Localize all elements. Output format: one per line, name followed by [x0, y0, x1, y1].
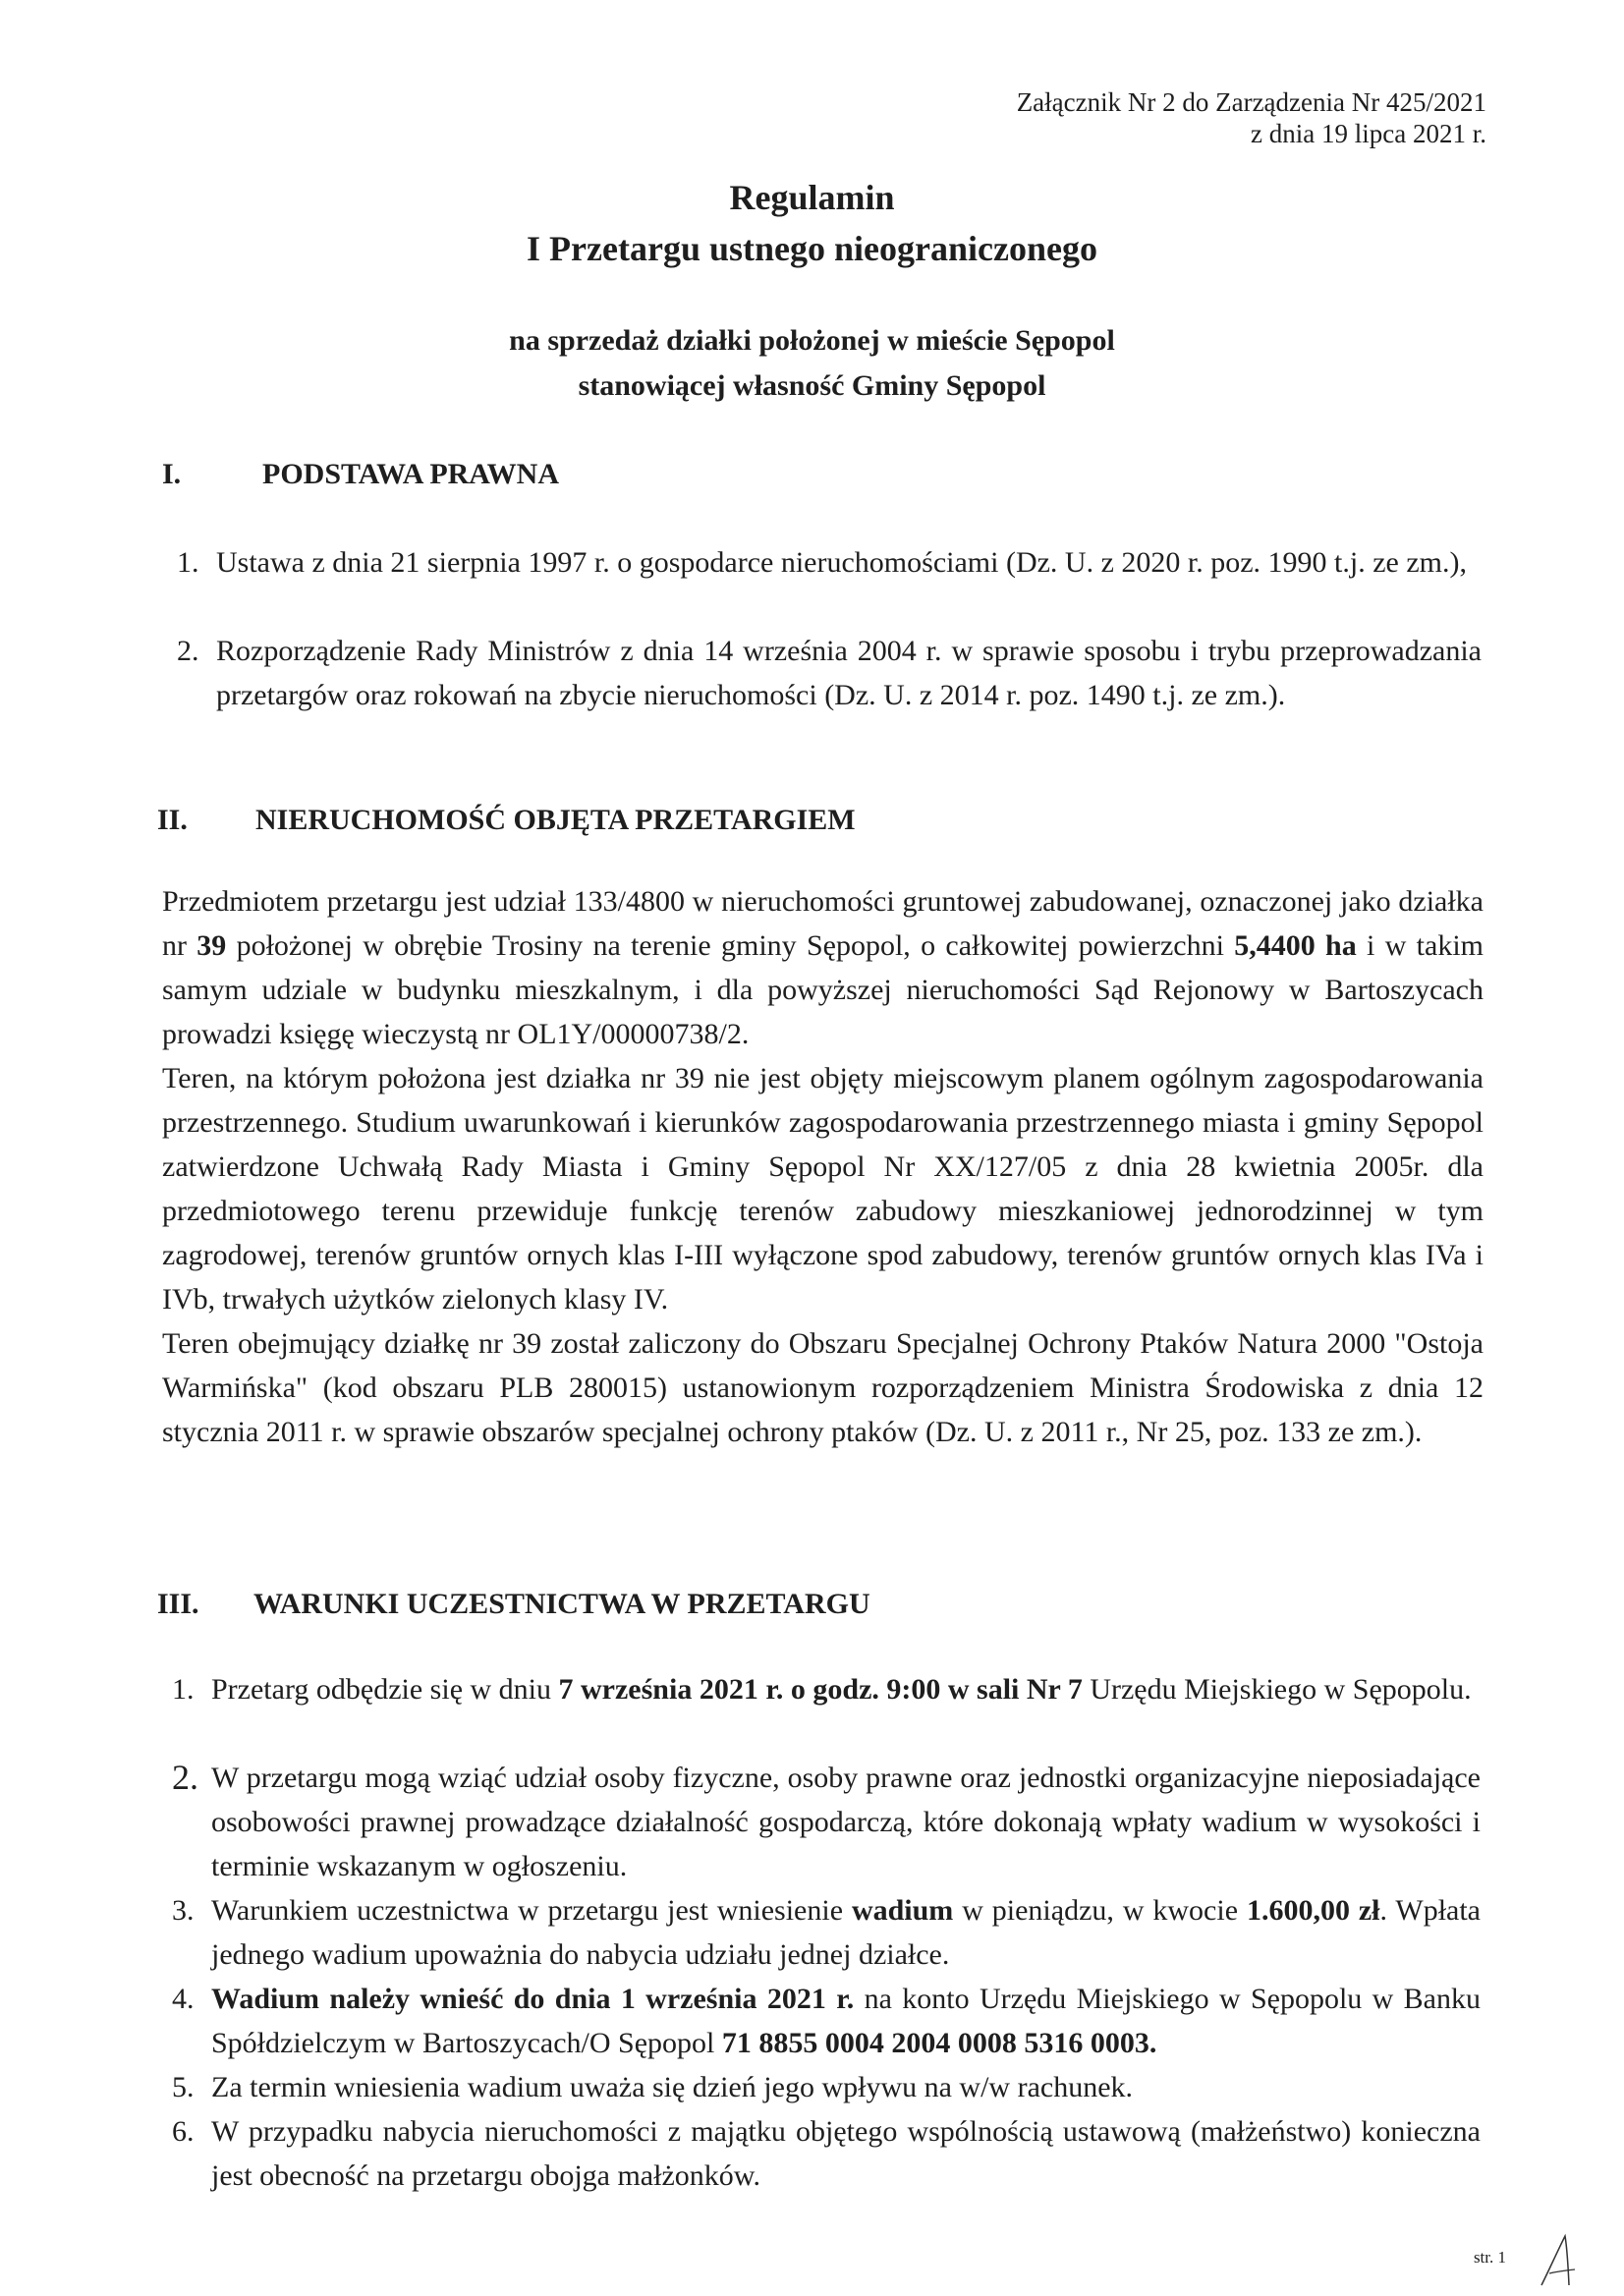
legal-basis-item-1-number: 1.: [177, 546, 199, 579]
legal-basis-item-2-number: 2.: [177, 635, 199, 667]
deposit-text-2: w pieniądzu, w kwocie: [953, 1894, 1247, 1927]
conditions-item-1-number: 1.: [172, 1673, 195, 1706]
signature-mark: [1536, 2230, 1585, 2289]
conditions-item-6-number: 6.: [172, 2115, 195, 2148]
conditions-item-3: [172, 1888, 1482, 1977]
annex-line-1: Załącznik Nr 2 do Zarządzenia Nr 425/2021: [1016, 87, 1486, 117]
bank-account-text: na konto Urzędu Miejskiego w Sępopolu w Banku Spółdzielczym w Bartoszycach/O Sępopol: [211, 1983, 1481, 2059]
conditions-item-4-number: 4.: [172, 1983, 195, 2015]
annex-reference: [1017, 86, 1486, 149]
legal-basis-item-1-text: Ustawa z dnia 21 sierpnia 1997 r. o gospodarce nieruchomościami (Dz. U. z 2020 r. poz. 1990 t.j. ze zm.),: [216, 546, 1467, 579]
document-subtitle: I Przetargu ustnego nieograniczonego: [527, 229, 1097, 268]
page-number: str. 1: [1473, 2248, 1506, 2267]
auction-date-text-1: Przetarg odbędzie się w dniu: [211, 1673, 559, 1706]
conditions-item-6-text: W przypadku nabycia nieruchomości z majątku objętego wspólnością ustawową (małżeństwo) konieczna jest obecność na przetargu obojga małżonków.: [211, 2115, 1481, 2192]
section-3-heading: [157, 1588, 1474, 1627]
section-3-number: III.: [157, 1588, 199, 1620]
subject-line-2: stanowiącej własność Gminy Sępopol: [578, 369, 1046, 402]
auction-date-time-place: 7 września 2021 r. o godz. 9:00 w sali Nr 7: [558, 1673, 1083, 1706]
plot-area: 5,4400 ha: [1234, 929, 1357, 962]
initial-signature: [1536, 2230, 1585, 2294]
section-1-number: I.: [162, 458, 182, 490]
conditions-item-1: [172, 1667, 1481, 1711]
deposit-word: wadium: [851, 1894, 954, 1927]
section-2-body: [162, 879, 1484, 1454]
zoning-paragraph: Teren, na którym położona jest działka nr 39 nie jest objęty miejscowym planem ogólnym zagospodarowania przestrzennego. Studium uwarunkowań i kierunków zagospodarowania przestrzennego miasta i gminy Sępopol zatwierdzone Uchwałą Rady Miasta i Gminy Sępopol Nr XX/127/05 z dnia 28 kwietnia 2005r. dla przedmiotowego terenu przewiduje funkcję terenów zabudowy mieszkaniowej jednorodzinnej w tym zagrodowej, terenów gruntów ornych klas I-III wyłączone spod zabudowy, terenów gruntów ornych klas IVa i IVb, trwałych użytków zielonych klasy IV.: [162, 1062, 1484, 1316]
conditions-item-2: [172, 1756, 1481, 1888]
plot-number: 39: [196, 929, 227, 962]
section-3-title: WARUNKI UCZESTNICTWA W PRZETARGU: [253, 1588, 870, 1620]
bank-account-number: 71 8855 0004 2004 0008 5316 0003.: [721, 2027, 1157, 2059]
conditions-item-2-text: W przetargu mogą wziąć udział osoby fizyczne, osoby prawne oraz jednostki organizacyjne nieposiadające osobowości prawnej prowadzące działalność gospodarczą, które dokonają wpłaty wadium w wysokości i terminie wskazanym w ogłoszeniu.: [211, 1762, 1481, 1882]
conditions-item-5-text: Za termin wniesienia wadium uważa się dzień jego wpływu na w/w rachunek.: [211, 2071, 1134, 2103]
subject-line-1: na sprzedaż działki położonej w mieście Sępopol: [509, 324, 1115, 357]
conditions-item-5: [172, 2065, 1481, 2109]
conditions-item-4: [172, 1977, 1481, 2065]
deposit-deadline: Wadium należy wnieść do dnia 1 września 2021 r.: [211, 1983, 855, 2015]
property-text-3: i w takim samym udziale w budynku mieszkalnym, i dla powyższej nieruchomości Sąd Rejonowy w Bartoszycach prowadzi księgę wieczystą nr OL1Y/00000738/2.: [162, 929, 1484, 1050]
conditions-item-3-number: 3.: [172, 1894, 195, 1927]
annex-line-2: z dnia 19 lipca 2021 r.: [1251, 119, 1486, 148]
deposit-text-3: . Wpłata jednego wadium upoważnia do nabycia udziału jednej działce.: [211, 1894, 1482, 1971]
conditions-item-2-number: 2.: [172, 1758, 198, 1797]
auction-date-text-2: Urzędu Miejskiego w Sępopolu.: [1082, 1673, 1472, 1706]
property-text-1: Przedmiotem przetargu jest udział 133/4800 w nieruchomości gruntowej zabudowanej, oznaczonej jako działka nr: [162, 885, 1484, 962]
natura-2000-paragraph: Teren obejmujący działkę nr 39 został zaliczony do Obszaru Specjalnej Ochrony Ptaków Natura 2000 "Ostoja Warmińska" (kod obszaru PLB 280015) ustanowionym rozporządzeniem Ministra Środowiska z dnia 12 stycznia 2011 r. w sprawie obszarów specjalnej ochrony ptaków (Dz. U. z 2011 r., Nr 25, poz. 133 ze zm.).: [162, 1327, 1484, 1448]
legal-basis-item-2-text: Rozporządzenie Rady Ministrów z dnia 14 września 2004 r. w sprawie sposobu i trybu przeprowadzania przetargów oraz rokowań na zbycie nieruchomości (Dz. U. z 2014 r. poz. 1490 t.j. ze zm.).: [216, 635, 1482, 711]
section-2-title: NIERUCHOMOŚĆ OBJĘTA PRZETARGIEM: [255, 804, 856, 836]
section-1-title: PODSTAWA PRAWNA: [262, 458, 559, 490]
section-2-number: II.: [157, 804, 188, 836]
property-text-2: położonej w obrębie Trosiny na terenie gminy Sępopol, o całkowitej powierzchni: [226, 929, 1235, 962]
section-2-heading: [157, 804, 1474, 843]
document-title: Regulamin: [729, 178, 895, 217]
deposit-amount: 1.600,00 zł: [1246, 1894, 1380, 1927]
legal-basis-item-1: [177, 540, 1482, 585]
legal-basis-item-2: [177, 629, 1482, 717]
conditions-item-6: [172, 2109, 1481, 2198]
property-description: [162, 879, 1484, 1056]
conditions-item-5-number: 5.: [172, 2071, 195, 2103]
section-1-heading: [162, 458, 1479, 497]
deposit-text-1: Warunkiem uczestnictwa w przetargu jest wniesienie: [211, 1894, 852, 1927]
